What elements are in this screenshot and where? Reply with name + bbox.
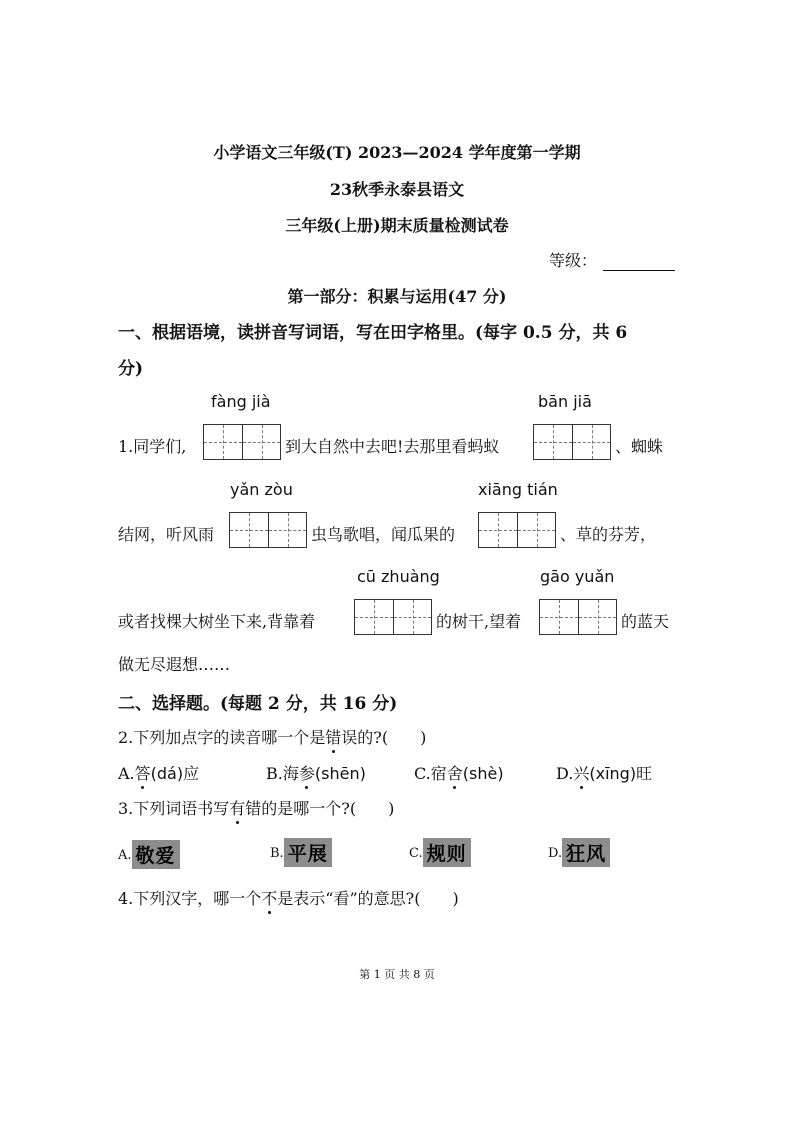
- question-3: 3.下列词语书写有错的是哪一个?( ): [118, 796, 394, 819]
- q1-line3-b: 的树干,望着: [436, 612, 522, 631]
- pinyin-yanzou: yǎn zòu: [230, 480, 293, 499]
- word-image: 平展: [284, 838, 332, 867]
- q1-line2-a: 结网，听风雨: [118, 525, 215, 544]
- grade-label: 等级：: [549, 251, 598, 270]
- tianzige-xiangtian[interactable]: [478, 512, 556, 548]
- pinyin-xiangtian: xiāng tián: [478, 480, 558, 499]
- page-footer: 第 1 页 共 8 页: [359, 968, 435, 981]
- dotted-char: 有: [229, 796, 245, 819]
- q1-line1-a: 1.同学们,: [118, 437, 187, 456]
- q1-line1-c: 、蜘蛛: [615, 437, 664, 456]
- exam-header-line1: 小学语文三年级(T) 2023—2024 学年度第一学期: [213, 143, 581, 162]
- grade-field: [549, 248, 675, 271]
- q3-option-b[interactable]: B. 平展: [270, 838, 332, 867]
- question-4: 4.下列汉字，哪一个不是表示“看”的意思?( ): [118, 886, 459, 909]
- word-image: 敬爱: [132, 840, 180, 869]
- pinyin-cuzhuang: cū zhuàng: [357, 567, 440, 586]
- q1-line3-c: 的蓝天: [621, 612, 670, 631]
- tianzige-cuzhuang[interactable]: [354, 599, 432, 635]
- q1-line2-b: 虫鸟歌唱，闻瓜果的: [311, 525, 456, 544]
- q1-line1-b: 到大自然中去吧!去那里看蚂蚁: [285, 437, 500, 456]
- pinyin-gaoyuan: gāo yuǎn: [540, 567, 615, 586]
- dotted-char: 不: [261, 886, 277, 909]
- q3-option-d[interactable]: D. 狂风: [548, 838, 610, 867]
- question-2: 2.下列加点字的读音哪一个是错误的?( ): [118, 725, 426, 748]
- dotted-char: 错: [325, 725, 341, 748]
- q2-option-b[interactable]: B.海参(shēn): [266, 761, 366, 784]
- tianzige-banjia[interactable]: [533, 424, 611, 460]
- word-image: 规则: [423, 838, 471, 867]
- pinyin-fangjia: fàng jià: [211, 392, 271, 411]
- q1-line2-c: 、草的芬芳，: [560, 525, 657, 544]
- part1-title: 第一部分：积累与运用(47 分): [287, 287, 507, 306]
- section2-title: 二、选择题。(每题 2 分，共 16 分): [118, 694, 398, 714]
- grade-blank[interactable]: [603, 253, 675, 271]
- q2-option-a[interactable]: A.答(dá)应: [118, 761, 199, 784]
- exam-header-line2: 23秋季永泰县语文: [329, 180, 465, 199]
- q1-line3-a: 或者找棵大树坐下来,背靠着: [118, 612, 316, 631]
- tianzige-fangjia[interactable]: [203, 424, 281, 460]
- q3-option-a[interactable]: A. 敬爱: [118, 840, 180, 869]
- tianzige-yanzou[interactable]: [229, 512, 307, 548]
- section1-title-line1: 一、根据语境，读拼音写词语，写在田字格里。(每字 0.5 分，共 6: [118, 323, 628, 343]
- exam-title: 三年级(上册)期末质量检测试卷: [285, 216, 509, 235]
- q1-line4: 做无尽遐想……: [118, 655, 231, 674]
- word-image: 狂风: [562, 838, 610, 867]
- pinyin-banjia: bān jiā: [538, 392, 592, 411]
- tianzige-gaoyuan[interactable]: [539, 599, 617, 635]
- q2-option-d[interactable]: D.兴(xīng)旺: [556, 761, 652, 784]
- q3-option-c[interactable]: C. 规则: [409, 838, 471, 867]
- q2-option-c[interactable]: C.宿舍(shè): [414, 761, 504, 784]
- section1-title-line2: 分): [118, 359, 144, 379]
